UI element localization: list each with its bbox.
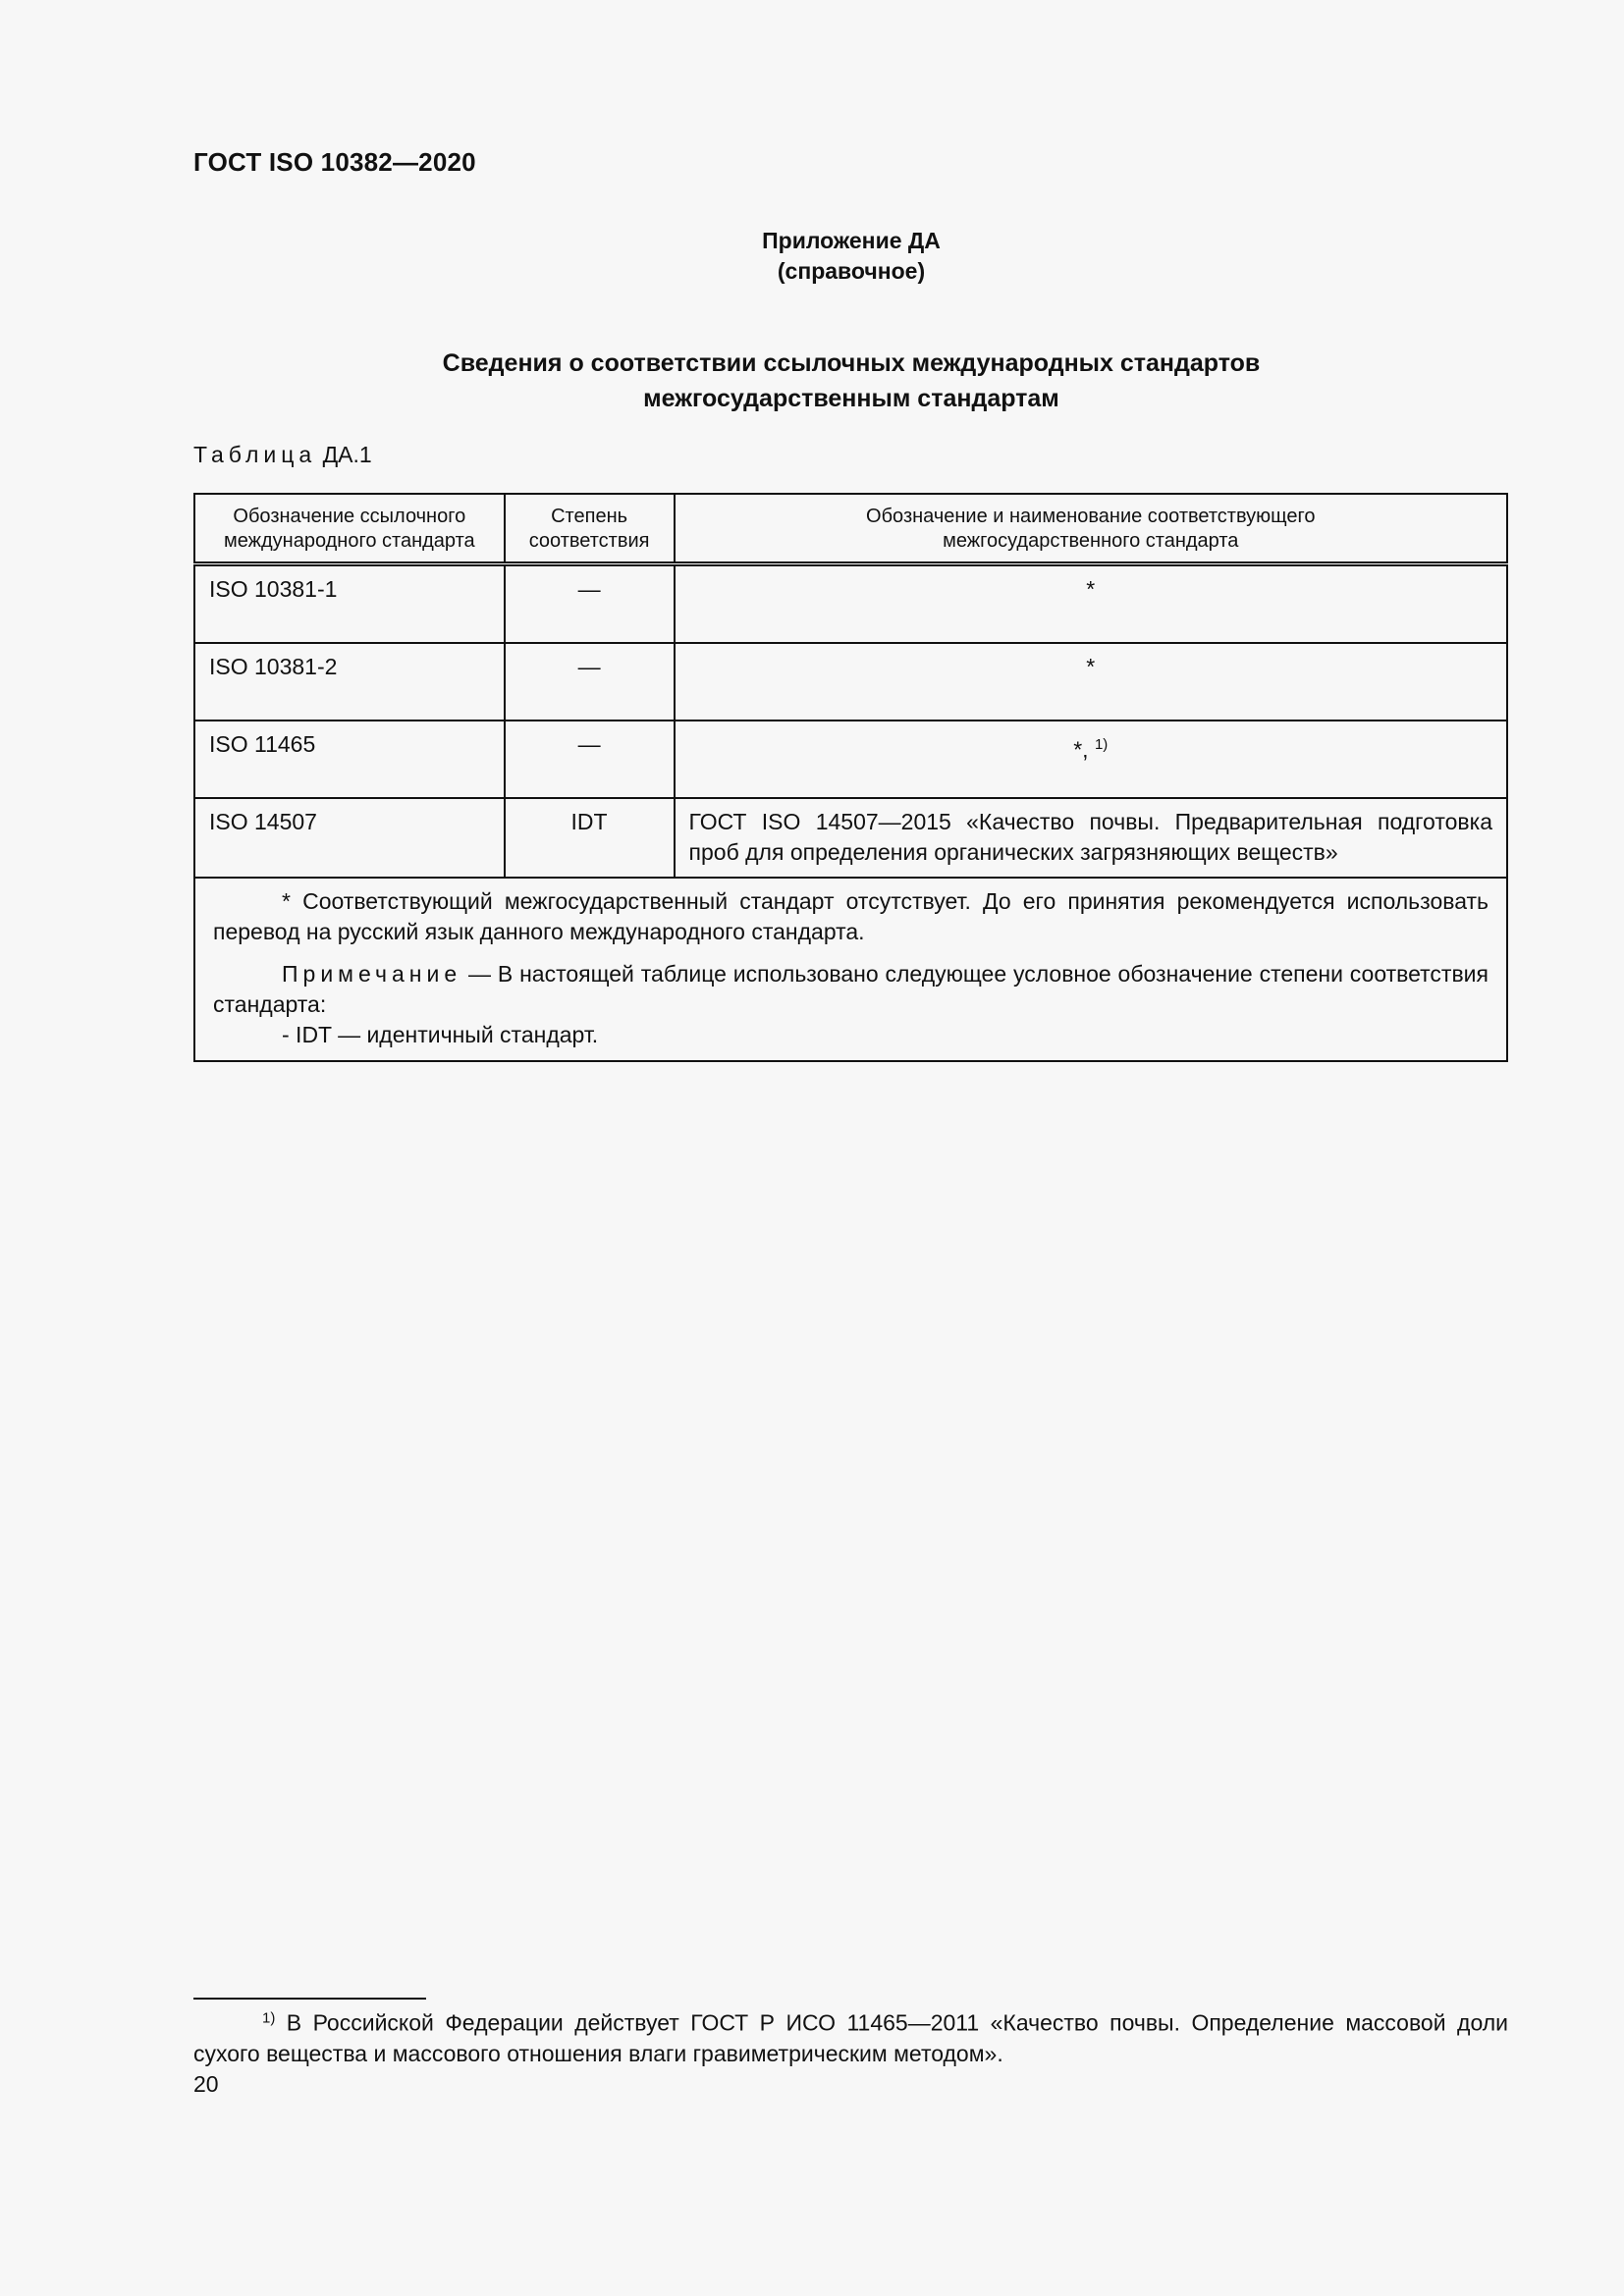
header-degree [505, 494, 675, 564]
cell-interstate: * [675, 643, 1507, 721]
table-notes-row [194, 878, 1507, 1061]
cell-designation: ISO 10381-2 [194, 643, 505, 721]
table-row [194, 798, 1507, 878]
appendix-heading [0, 226, 1624, 287]
section-title [0, 346, 1624, 416]
header-interstate-line1: Обозначение и наименование соответствующего [866, 506, 1316, 527]
header-degree-line1: Степень [551, 506, 628, 527]
appendix-title: Приложение ДА [762, 228, 941, 253]
header-interstate-standard [675, 494, 1507, 564]
footnote-marker: 1) [262, 2009, 276, 2026]
header-designation-line2: международного стандарта [223, 530, 475, 552]
cell-interstate: ГОСТ ISO 14507—2015 «Качество почвы. Предварительная подготовка проб для определения органических загрязняющих веществ» [675, 798, 1507, 878]
cell-degree: — [505, 643, 675, 721]
table-row [194, 721, 1507, 798]
cell-interstate-text: *, [1073, 736, 1089, 763]
table-row [194, 564, 1507, 644]
remark-item: - IDT — идентичный стандарт. [282, 1022, 599, 1047]
header-degree-line2: соответствия [528, 530, 650, 552]
section-title-line2: межгосударственным стандартам [643, 385, 1059, 412]
asterisk-note: * Соответствующий межгосударственный стандарт отсутствует. До его принятия рекомендуется использовать перевод на русский язык данного международного стандарта. [213, 888, 1489, 944]
correspondence-table-wrapper [193, 493, 1508, 1062]
remark-paragraph [213, 959, 1489, 1020]
table-caption-label: Таблица [193, 442, 317, 467]
header-designation-line1: Обозначение ссылочного [233, 506, 466, 527]
table-header-row [194, 494, 1507, 564]
footnote-reference: 1) [1094, 736, 1109, 753]
remark-label: Примечание [282, 961, 462, 987]
document-code: ГОСТ ISO 10382—2020 [193, 147, 476, 177]
cell-degree: — [505, 564, 675, 644]
table-notes [194, 878, 1507, 1061]
footnote [193, 2002, 1508, 2069]
cell-designation: ISO 14507 [194, 798, 505, 878]
cell-interstate [675, 721, 1507, 798]
table-caption [193, 442, 372, 468]
footnote-divider [193, 1998, 426, 2000]
correspondence-table [193, 493, 1508, 1062]
table-row [194, 643, 1507, 721]
cell-degree: — [505, 721, 675, 798]
page-number: 20 [193, 2071, 219, 2097]
header-interstate-line2: межгосударственного стандарта [943, 530, 1239, 552]
header-designation [194, 494, 505, 564]
appendix-subtitle: (справочное) [777, 258, 926, 284]
cell-designation: ISO 11465 [194, 721, 505, 798]
remark-text: — В настоящей таблице использовано следующее условное обозначение степени соответствия стандарта: [213, 961, 1489, 1017]
cell-degree: IDT [505, 798, 675, 878]
table-caption-number: ДА.1 [322, 442, 372, 467]
cell-interstate: * [675, 564, 1507, 644]
footnote-text: В Российской Федерации действует ГОСТ Р ИСО 11465—2011 «Качество почвы. Определение массовой доли сухого вещества и массового отношения влаги гравиметрическим методом». [193, 2009, 1508, 2066]
section-title-line1: Сведения о соответствии ссылочных международных стандартов [442, 349, 1261, 377]
cell-designation: ISO 10381-1 [194, 564, 505, 644]
